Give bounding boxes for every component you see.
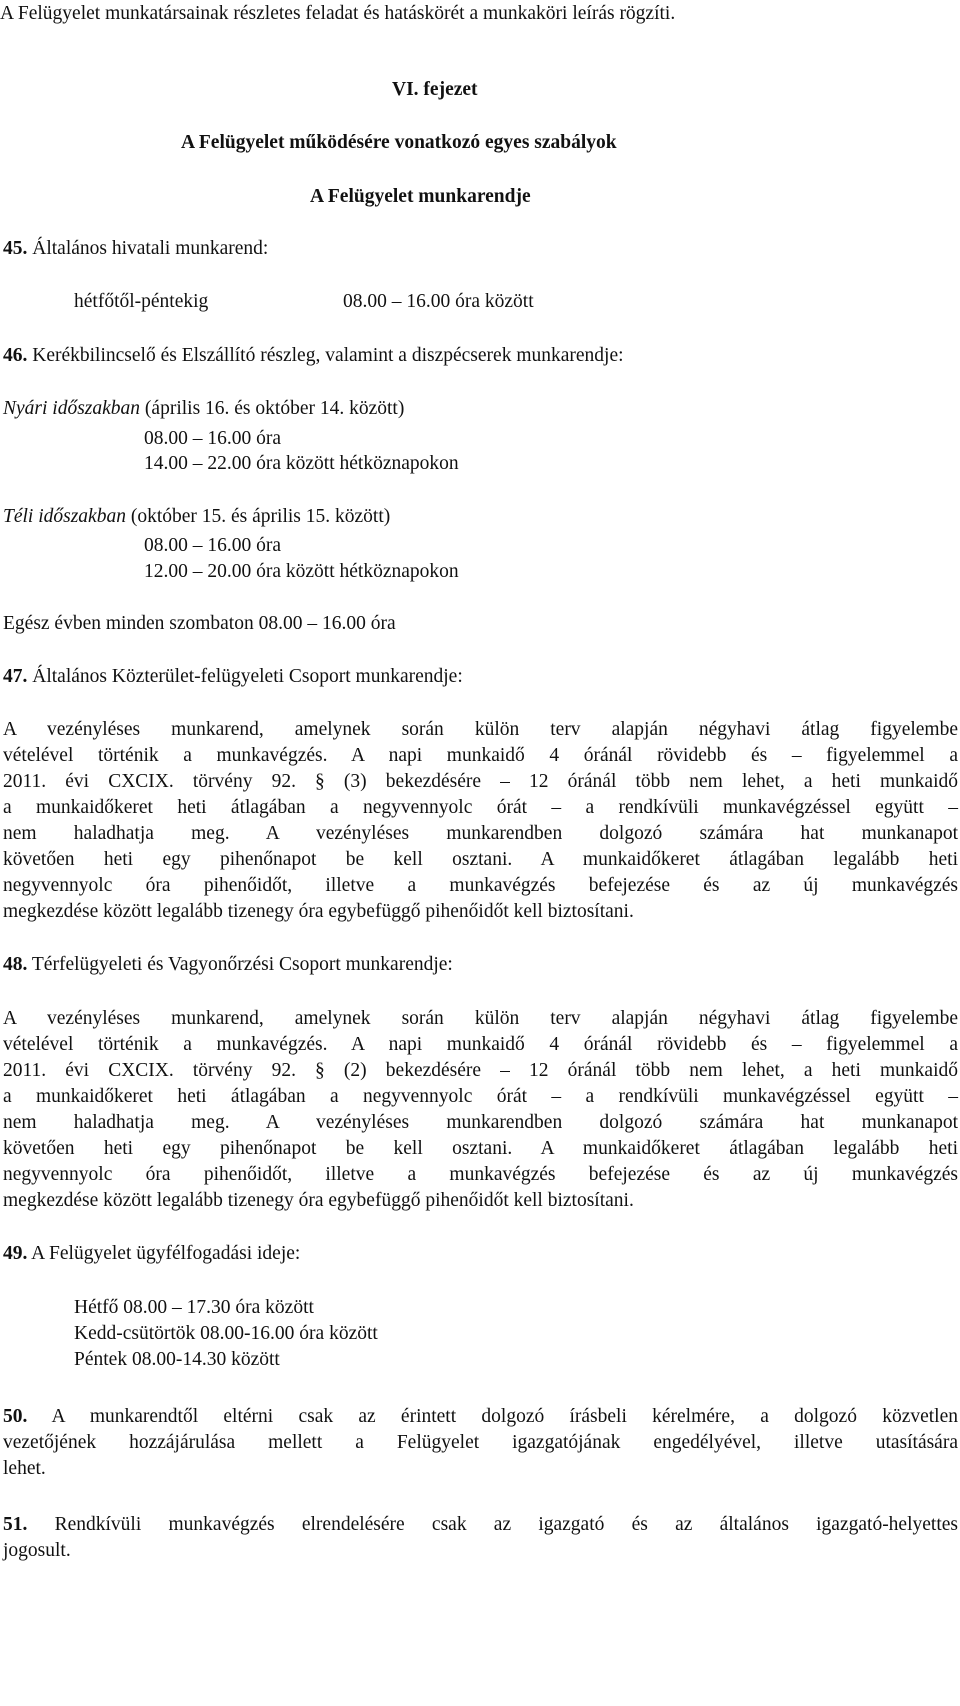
s48-paragraph-line: megkezdése között legalább tizenegy óra egybefüggő pihenőidőt kell biztosítani. [3, 1190, 634, 1211]
section-number: 51. [3, 1514, 28, 1535]
s47-paragraph-line: nem haladhatja meg. A vezényléses munkarendben dolgozó számára hat munkanapot [3, 823, 958, 844]
office-hours-line: Péntek 08.00-14.30 között [74, 1349, 280, 1370]
section-48-heading [3, 955, 453, 975]
chapter-subtitle: A Felügyelet munkarendje [310, 186, 531, 207]
chapter-title: A Felügyelet működésére vonatkozó egyes szabályok [181, 132, 617, 153]
intro-line: A Felügyelet munkatársainak részletes feladat és hatáskörét a munkaköri leírás rögzíti. [0, 3, 676, 24]
office-hours-line: Hétfő 08.00 – 17.30 óra között [74, 1297, 314, 1318]
s47-paragraph-line: vételével történik a munkavégzés. A napi munkaidő 4 óránál rövidebb és – figyelemmel a [3, 745, 958, 766]
section-title: Kerékbilincselő és Elszállító részleg, valamint a diszpécserek munkarendje: [27, 345, 624, 366]
section-51-line [3, 1515, 958, 1535]
saturday-hours: Egész évben minden szombaton 08.00 – 16.00 óra [3, 613, 396, 634]
winter-hours-2: 12.00 – 20.00 óra között hétköznapokon [144, 561, 459, 582]
section-number: 45. [3, 238, 28, 259]
section-49-heading [3, 1244, 300, 1264]
s47-paragraph-line: követően heti egy pihenőnapot be kell osztani. A munkaidőkeret átlagában legalább heti [3, 849, 958, 870]
section-47-heading [3, 667, 463, 687]
s47-paragraph-line: megkezdése között legalább tizenegy óra egybefüggő pihenőidőt kell biztosítani. [3, 901, 634, 922]
s47-paragraph-line: A vezényléses munkarend, amelynek során külön terv alapján négyhavi átlag figyelembe [3, 719, 958, 740]
s47-paragraph-line: a munkaidőkeret heti átlagában a negyvennyolc órát – a rendkívüli munkavégzéssel együtt – [3, 797, 958, 818]
section-51-line: jogosult. [3, 1540, 71, 1561]
section-45-heading [3, 239, 268, 259]
section-46-heading [3, 346, 624, 366]
winter-period [3, 507, 390, 527]
section-50-line [3, 1407, 958, 1427]
section-title: Általános hivatali munkarend: [27, 238, 269, 259]
winter-range: (október 15. és április 15. között) [125, 506, 391, 527]
chapter-number: VI. fejezet [392, 79, 478, 100]
section-title: Általános Közterület-felügyeleti Csoport munkarendje: [27, 666, 463, 687]
summer-range: (április 16. és október 14. között) [140, 398, 405, 419]
section-number: 48. [3, 954, 28, 975]
office-hours-line: Kedd-csütörtök 08.00-16.00 óra között [74, 1323, 378, 1344]
s48-paragraph-line: negyvennyolc óra pihenőidőt, illetve a munkavégzés befejezése és az új munkavégzés [3, 1164, 958, 1185]
summer-period [3, 399, 404, 419]
section-50-line: lehet. [3, 1458, 46, 1479]
winter-hours-1: 08.00 – 16.00 óra [144, 535, 282, 556]
section-title: Térfelügyeleti és Vagyonőrzési Csoport munkarendje: [27, 954, 453, 975]
section-50-line: vezetőjének hozzájárulása mellett a Felügyelet igazgatójának engedélyével, illetve utasítására [3, 1432, 958, 1453]
section-number: 46. [3, 345, 28, 366]
s47-paragraph-line: negyvennyolc óra pihenőidőt, illetve a munkavégzés befejezése és az új munkavégzés [3, 875, 958, 896]
winter-label: Téli időszakban [3, 506, 126, 527]
s48-paragraph-line: követően heti egy pihenőnapot be kell osztani. A munkaidőkeret átlagában legalább heti [3, 1138, 958, 1159]
section-text: Rendkívüli munkavégzés elrendelésére csak az igazgató és az általános igazgató-helyettes [27, 1514, 958, 1535]
section-45-hours: 08.00 – 16.00 óra között [343, 291, 534, 312]
s48-paragraph-line: nem haladhatja meg. A vezényléses munkarendben dolgozó számára hat munkanapot [3, 1112, 958, 1133]
s48-paragraph-line: 2011. évi CXCIX. törvény 92. § (2) bekezdésére – 12 óránál több nem lehet, a heti munkaidő [3, 1060, 958, 1081]
s48-paragraph-line: vételével történik a munkavégzés. A napi munkaidő 4 óránál rövidebb és – figyelemmel a [3, 1034, 958, 1055]
summer-hours-1: 08.00 – 16.00 óra [144, 428, 282, 449]
section-number: 49. [3, 1243, 28, 1264]
section-45-days: hétfőtől-péntekig [74, 291, 209, 312]
section-number: 47. [3, 666, 28, 687]
s48-paragraph-line: a munkaidőkeret heti átlagában a negyvennyolc órát – a rendkívüli munkavégzéssel együtt – [3, 1086, 958, 1107]
section-number: 50. [3, 1406, 28, 1427]
section-title: A Felügyelet ügyfélfogadási ideje: [27, 1243, 301, 1264]
s48-paragraph-line: A vezényléses munkarend, amelynek során külön terv alapján négyhavi átlag figyelembe [3, 1008, 958, 1029]
summer-label: Nyári időszakban [3, 398, 141, 419]
section-text: A munkarendtől eltérni csak az érintett dolgozó írásbeli kérelmére, a dolgozó közvetlen [27, 1406, 958, 1427]
s47-paragraph-line: 2011. évi CXCIX. törvény 92. § (3) bekezdésére – 12 óránál több nem lehet, a heti munkaidő [3, 771, 958, 792]
summer-hours-2: 14.00 – 22.00 óra között hétköznapokon [144, 453, 459, 474]
